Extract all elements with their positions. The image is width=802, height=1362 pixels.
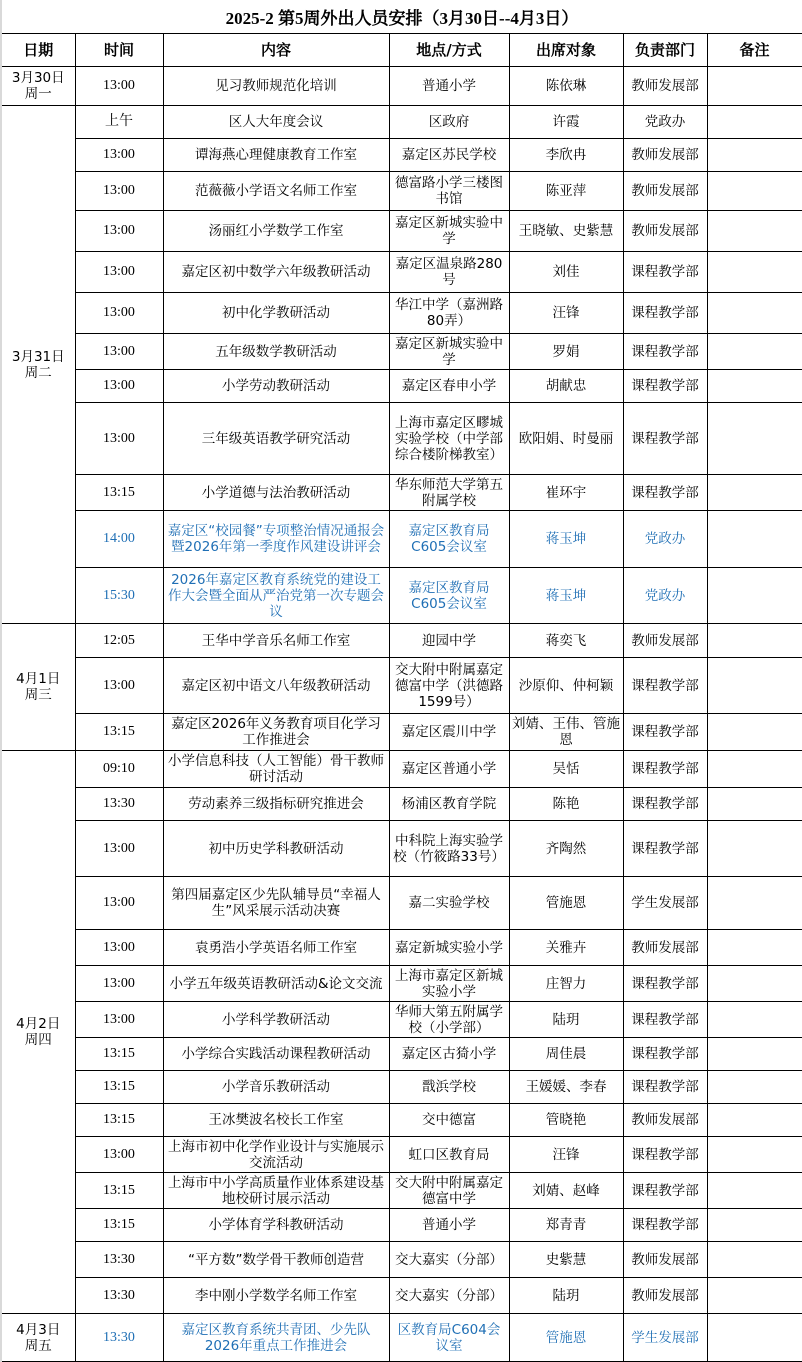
dept-cell: 课程教学部 xyxy=(623,1209,707,1242)
location-cell: 交大嘉实（分部） xyxy=(389,1278,509,1314)
table-row xyxy=(1,1314,802,1362)
attendees-cell: 王媛媛、李春 xyxy=(509,1071,623,1104)
time-cell: 13:15 xyxy=(75,475,163,511)
content-cell: 小学五年级英语教研活动&论文交流 xyxy=(163,966,389,1002)
note-cell xyxy=(707,877,802,930)
dept-cell: 课程教学部 xyxy=(623,788,707,821)
table-row xyxy=(1,1278,802,1314)
dept-cell: 教师发展部 xyxy=(623,1104,707,1137)
attendees-cell: 欧阳娟、时曼丽 xyxy=(509,403,623,475)
content-cell: 五年级数学教研活动 xyxy=(163,334,389,370)
date-label: 4月2日 xyxy=(16,1016,61,1032)
header-row xyxy=(1,34,802,67)
table-row xyxy=(1,1071,802,1104)
content-cell: 小学劳动教研活动 xyxy=(163,370,389,403)
location-cell: 杨浦区教育学院 xyxy=(389,788,509,821)
attendees-cell: 吴恬 xyxy=(509,751,623,788)
location-cell: 普通小学 xyxy=(389,67,509,106)
dept-cell: 教师发展部 xyxy=(623,139,707,172)
content-cell: 上海市初中化学作业设计与实施展示交流活动 xyxy=(163,1137,389,1173)
location-cell: 华江中学（嘉洲路80弄） xyxy=(389,293,509,334)
dept-cell: 课程教学部 xyxy=(623,1173,707,1209)
dept-cell: 教师发展部 xyxy=(623,172,707,211)
note-cell xyxy=(707,139,802,172)
table-row xyxy=(1,624,802,658)
table-row xyxy=(1,751,802,788)
content-cell: 小学体育学科教研活动 xyxy=(163,1209,389,1242)
note-cell xyxy=(707,403,802,475)
date-label: 4月1日 xyxy=(16,671,61,687)
header-attendees: 出席对象 xyxy=(509,34,623,67)
dept-cell: 党政办 xyxy=(623,568,707,624)
location-cell: 区教育局C604会议室 xyxy=(389,1314,509,1362)
table-row xyxy=(1,252,802,293)
table-row xyxy=(1,172,802,211)
note-cell xyxy=(707,511,802,568)
dept-cell: 教师发展部 xyxy=(623,1242,707,1278)
time-cell: 13:15 xyxy=(75,1038,163,1071)
note-cell xyxy=(707,966,802,1002)
time-cell: 14:00 xyxy=(75,511,163,568)
time-cell: 13:00 xyxy=(75,370,163,403)
note-cell xyxy=(707,658,802,714)
content-cell: 谭海燕心理健康教育工作室 xyxy=(163,139,389,172)
location-cell: 华东师范大学第五附属学校 xyxy=(389,475,509,511)
time-cell: 13:00 xyxy=(75,211,163,252)
dept-cell: 课程教学部 xyxy=(623,1038,707,1071)
note-cell xyxy=(707,568,802,624)
attendees-cell: 刘佳 xyxy=(509,252,623,293)
location-cell: 嘉定区苏民学校 xyxy=(389,139,509,172)
dept-cell: 课程教学部 xyxy=(623,821,707,877)
note-cell xyxy=(707,1173,802,1209)
time-cell: 13:00 xyxy=(75,1137,163,1173)
table-row xyxy=(1,1002,802,1038)
content-cell: 第四届嘉定区少先队辅导员“幸福人生”风采展示活动决赛 xyxy=(163,877,389,930)
dept-cell: 教师发展部 xyxy=(623,211,707,252)
time-cell: 13:15 xyxy=(75,1173,163,1209)
content-cell: 小学音乐教研活动 xyxy=(163,1071,389,1104)
time-cell: 13:00 xyxy=(75,172,163,211)
content-cell: 小学综合实践活动课程教研活动 xyxy=(163,1038,389,1071)
dept-cell: 课程教学部 xyxy=(623,1002,707,1038)
location-cell: 嘉定区震川中学 xyxy=(389,714,509,751)
content-cell: 小学道德与法治教研活动 xyxy=(163,475,389,511)
date-cell xyxy=(1,624,75,751)
location-cell: 嘉定区古猗小学 xyxy=(389,1038,509,1071)
dept-cell: 课程教学部 xyxy=(623,293,707,334)
dept-cell: 课程教学部 xyxy=(623,334,707,370)
table-row xyxy=(1,966,802,1002)
time-cell: 13:00 xyxy=(75,1002,163,1038)
time-cell: 13:00 xyxy=(75,930,163,966)
location-cell: 普通小学 xyxy=(389,1209,509,1242)
location-cell: 中科院上海实验学校（竹筱路33号） xyxy=(389,821,509,877)
note-cell xyxy=(707,1071,802,1104)
dept-cell: 课程教学部 xyxy=(623,751,707,788)
weekday-label: 周五 xyxy=(24,1337,52,1354)
time-cell: 13:00 xyxy=(75,334,163,370)
dept-cell: 课程教学部 xyxy=(623,403,707,475)
table-row xyxy=(1,821,802,877)
schedule-table xyxy=(0,33,802,1362)
attendees-cell: 王晓敏、史紫慧 xyxy=(509,211,623,252)
header-date: 日期 xyxy=(1,34,75,67)
date-cell xyxy=(1,751,75,1314)
content-cell: 李中刚小学数学名师工作室 xyxy=(163,1278,389,1314)
attendees-cell: 陆玥 xyxy=(509,1278,623,1314)
location-cell: 上海市嘉定区新城实验小学 xyxy=(389,966,509,1002)
attendees-cell: 陆玥 xyxy=(509,1002,623,1038)
time-cell: 13:30 xyxy=(75,1242,163,1278)
note-cell xyxy=(707,370,802,403)
location-cell: 嘉定新城实验小学 xyxy=(389,930,509,966)
content-cell: 袁勇浩小学英语名师工作室 xyxy=(163,930,389,966)
table-row xyxy=(1,788,802,821)
dept-cell: 课程教学部 xyxy=(623,966,707,1002)
table-row xyxy=(1,714,802,751)
attendees-cell: 管晓艳 xyxy=(509,1104,623,1137)
note-cell xyxy=(707,252,802,293)
location-cell: 嘉定区普通小学 xyxy=(389,751,509,788)
table-row xyxy=(1,930,802,966)
table-row xyxy=(1,139,802,172)
dept-cell: 党政办 xyxy=(623,106,707,139)
attendees-cell: 郑青青 xyxy=(509,1209,623,1242)
location-cell: 戬浜学校 xyxy=(389,1071,509,1104)
attendees-cell: 齐陶然 xyxy=(509,821,623,877)
table-row xyxy=(1,211,802,252)
table-row xyxy=(1,1104,802,1137)
date-label: 3月31日 xyxy=(11,348,65,365)
attendees-cell: 李欣冉 xyxy=(509,139,623,172)
time-cell: 13:00 xyxy=(75,658,163,714)
time-cell: 13:00 xyxy=(75,877,163,930)
attendees-cell: 汪锋 xyxy=(509,293,623,334)
content-cell: 区人大年度会议 xyxy=(163,106,389,139)
date-cell xyxy=(1,67,75,106)
note-cell xyxy=(707,1209,802,1242)
note-cell xyxy=(707,788,802,821)
note-cell xyxy=(707,714,802,751)
attendees-cell: 罗娟 xyxy=(509,334,623,370)
dept-cell: 学生发展部 xyxy=(623,1314,707,1362)
header-location: 地点/方式 xyxy=(389,34,509,67)
attendees-cell: 刘婧、王伟、管施恩 xyxy=(509,714,623,751)
location-cell: 迎园中学 xyxy=(389,624,509,658)
note-cell xyxy=(707,1137,802,1173)
attendees-cell: 管施恩 xyxy=(509,877,623,930)
dept-cell: 学生发展部 xyxy=(623,877,707,930)
attendees-cell: 刘婧、赵峰 xyxy=(509,1173,623,1209)
note-cell xyxy=(707,1278,802,1314)
content-cell: 小学信息科技（人工智能）骨干教师研讨活动 xyxy=(163,751,389,788)
table-row xyxy=(1,1242,802,1278)
attendees-cell: 沙原仰、仲柯颖 xyxy=(509,658,623,714)
location-cell: 嘉二实验学校 xyxy=(389,877,509,930)
time-cell: 13:00 xyxy=(75,821,163,877)
time-cell: 13:00 xyxy=(75,966,163,1002)
content-cell: 嘉定区2026年义务教育项目化学习工作推进会 xyxy=(163,714,389,751)
content-cell: 2026年嘉定区教育系统党的建设工作大会暨全面从严治党第一次专题会议 xyxy=(163,568,389,624)
page-title: 2025-2 第5周外出人员安排（3月30日--4月3日） xyxy=(0,0,802,33)
content-cell: “平方数”数学骨干教师创造营 xyxy=(163,1242,389,1278)
weekday-label: 周一 xyxy=(24,86,52,102)
note-cell xyxy=(707,751,802,788)
time-cell: 13:15 xyxy=(75,714,163,751)
dept-cell: 教师发展部 xyxy=(623,1278,707,1314)
location-cell: 嘉定区新城实验中学 xyxy=(389,211,509,252)
content-cell: 汤丽红小学数学工作室 xyxy=(163,211,389,252)
time-cell: 13:00 xyxy=(75,67,163,106)
location-cell: 华师大第五附属学校（小学部） xyxy=(389,1002,509,1038)
time-cell: 13:00 xyxy=(75,139,163,172)
dept-cell: 课程教学部 xyxy=(623,475,707,511)
table-row xyxy=(1,1137,802,1173)
header-dept: 负责部门 xyxy=(623,34,707,67)
attendees-cell: 蒋奕飞 xyxy=(509,624,623,658)
time-cell: 13:15 xyxy=(75,1104,163,1137)
attendees-cell: 关雅卉 xyxy=(509,930,623,966)
time-cell: 13:30 xyxy=(75,788,163,821)
attendees-cell: 陈艳 xyxy=(509,788,623,821)
time-cell: 13:00 xyxy=(75,293,163,334)
dept-cell: 课程教学部 xyxy=(623,1137,707,1173)
weekday-label: 周三 xyxy=(24,687,52,703)
location-cell: 虹口区教育局 xyxy=(389,1137,509,1173)
note-cell xyxy=(707,211,802,252)
attendees-cell: 庄智力 xyxy=(509,966,623,1002)
date-label: 3月30日 xyxy=(11,70,65,86)
attendees-cell: 管施恩 xyxy=(509,1314,623,1362)
time-cell: 15:30 xyxy=(75,568,163,624)
attendees-cell: 周佳晨 xyxy=(509,1038,623,1071)
attendees-cell: 蒋玉坤 xyxy=(509,511,623,568)
time-cell: 13:15 xyxy=(75,1209,163,1242)
dept-cell: 教师发展部 xyxy=(623,624,707,658)
table-row xyxy=(1,370,802,403)
dept-cell: 课程教学部 xyxy=(623,714,707,751)
dept-cell: 课程教学部 xyxy=(623,1071,707,1104)
header-content: 内容 xyxy=(163,34,389,67)
table-row xyxy=(1,475,802,511)
time-cell: 13:15 xyxy=(75,1071,163,1104)
note-cell xyxy=(707,1038,802,1071)
location-cell: 嘉定区新城实验中学 xyxy=(389,334,509,370)
table-row xyxy=(1,658,802,714)
table-row xyxy=(1,1209,802,1242)
note-cell xyxy=(707,1002,802,1038)
content-cell: 王华中学音乐名师工作室 xyxy=(163,624,389,658)
content-cell: 小学科学教研活动 xyxy=(163,1002,389,1038)
note-cell xyxy=(707,624,802,658)
table-row xyxy=(1,403,802,475)
note-cell xyxy=(707,1314,802,1362)
time-cell: 12:05 xyxy=(75,624,163,658)
table-row xyxy=(1,568,802,624)
dept-cell: 教师发展部 xyxy=(623,930,707,966)
location-cell: 交大附中附属嘉定德富中学（洪德路1599号） xyxy=(389,658,509,714)
content-cell: 范薇薇小学语文名师工作室 xyxy=(163,172,389,211)
attendees-cell: 陈依琳 xyxy=(509,67,623,106)
table-row xyxy=(1,1173,802,1209)
attendees-cell: 胡献忠 xyxy=(509,370,623,403)
dept-cell: 课程教学部 xyxy=(623,658,707,714)
time-cell: 13:00 xyxy=(75,403,163,475)
dept-cell: 课程教学部 xyxy=(623,252,707,293)
table-row xyxy=(1,1038,802,1071)
date-cell xyxy=(1,106,75,624)
location-cell: 交大附中附属嘉定德富中学 xyxy=(389,1173,509,1209)
note-cell xyxy=(707,1242,802,1278)
attendees-cell: 崔环宇 xyxy=(509,475,623,511)
table-row xyxy=(1,511,802,568)
content-cell: 初中历史学科教研活动 xyxy=(163,821,389,877)
time-cell: 13:00 xyxy=(75,252,163,293)
note-cell xyxy=(707,334,802,370)
content-cell: 嘉定区初中数学六年级教研活动 xyxy=(163,252,389,293)
time-cell: 13:30 xyxy=(75,1314,163,1362)
weekday-label: 周四 xyxy=(24,1032,52,1048)
content-cell: 三年级英语教学研究活动 xyxy=(163,403,389,475)
note-cell xyxy=(707,172,802,211)
content-cell: 嘉定区教育系统共青团、少先队2026年重点工作推进会 xyxy=(163,1314,389,1362)
table-row xyxy=(1,67,802,106)
content-cell: 嘉定区初中语文八年级教研活动 xyxy=(163,658,389,714)
location-cell: 交中德富 xyxy=(389,1104,509,1137)
content-cell: 嘉定区“校园餐”专项整治情况通报会暨2026年第一季度作风建设讲评会 xyxy=(163,511,389,568)
content-cell: 初中化学教研活动 xyxy=(163,293,389,334)
table-row xyxy=(1,334,802,370)
header-note: 备注 xyxy=(707,34,802,67)
table-row xyxy=(1,106,802,139)
note-cell xyxy=(707,930,802,966)
attendees-cell: 许霞 xyxy=(509,106,623,139)
time-cell: 09:10 xyxy=(75,751,163,788)
location-cell: 交大嘉实（分部） xyxy=(389,1242,509,1278)
dept-cell: 课程教学部 xyxy=(623,370,707,403)
content-cell: 上海市中小学高质量作业体系建设基地校研讨展示活动 xyxy=(163,1173,389,1209)
note-cell xyxy=(707,293,802,334)
location-cell: 区政府 xyxy=(389,106,509,139)
weekday-label: 周二 xyxy=(24,364,52,381)
header-time: 时间 xyxy=(75,34,163,67)
attendees-cell: 汪锋 xyxy=(509,1137,623,1173)
attendees-cell: 蒋玉坤 xyxy=(509,568,623,624)
table-row xyxy=(1,293,802,334)
location-cell: 德富路小学三楼图书馆 xyxy=(389,172,509,211)
note-cell xyxy=(707,106,802,139)
time-cell: 上午 xyxy=(75,106,163,139)
location-cell: 上海市嘉定区疁城实验学校（中学部综合楼阶梯教室） xyxy=(389,403,509,475)
date-cell xyxy=(1,1314,75,1362)
attendees-cell: 陈亚萍 xyxy=(509,172,623,211)
note-cell xyxy=(707,475,802,511)
note-cell xyxy=(707,67,802,106)
location-cell: 嘉定区温泉路280号 xyxy=(389,252,509,293)
content-cell: 见习教师规范化培训 xyxy=(163,67,389,106)
note-cell xyxy=(707,821,802,877)
location-cell: 嘉定区教育局C605会议室 xyxy=(389,511,509,568)
date-label: 4月3日 xyxy=(16,1321,61,1338)
location-cell: 嘉定区春申小学 xyxy=(389,370,509,403)
table-row xyxy=(1,877,802,930)
time-cell: 13:30 xyxy=(75,1278,163,1314)
dept-cell: 党政办 xyxy=(623,511,707,568)
dept-cell: 教师发展部 xyxy=(623,67,707,106)
location-cell: 嘉定区教育局C605会议室 xyxy=(389,568,509,624)
content-cell: 王冰樊波名校长工作室 xyxy=(163,1104,389,1137)
attendees-cell: 史紫慧 xyxy=(509,1242,623,1278)
content-cell: 劳动素养三级指标研究推进会 xyxy=(163,788,389,821)
note-cell xyxy=(707,1104,802,1137)
